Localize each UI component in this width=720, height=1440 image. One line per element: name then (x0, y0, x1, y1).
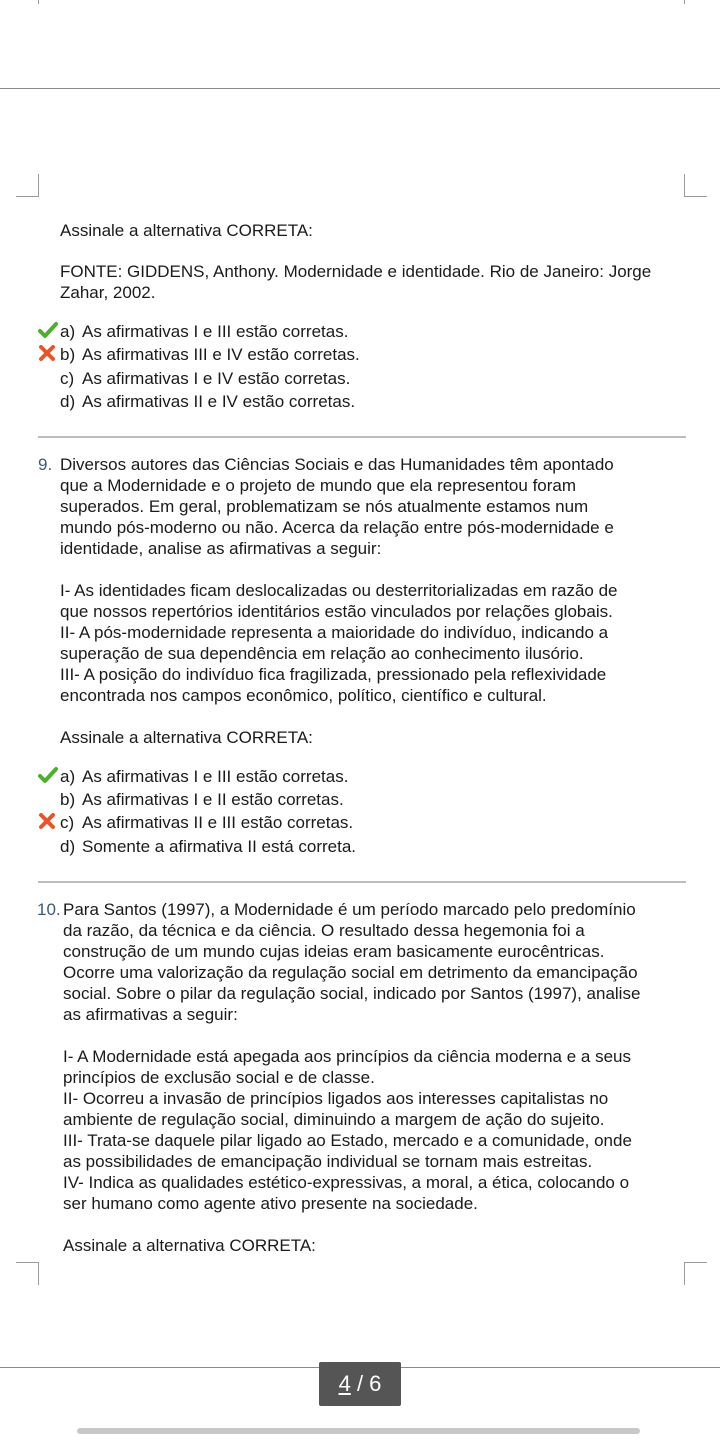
option-text: As afirmativas I e II estão corretas. (82, 790, 344, 809)
top-page-edge-right (684, 0, 685, 4)
option-text: As afirmativas I e III estão corretas. (82, 767, 349, 786)
question-8-source-line: FONTE: GIDDENS, Anthony. Modernidade e identidade. Rio de Janeiro: Jorge (60, 262, 652, 281)
option-letter: c) (60, 369, 75, 388)
option-text: As afirmativas II e III estão corretas. (82, 813, 354, 832)
question-9-text-line: superados. Em geral, problematizam se nós atualmente estamos num (60, 497, 589, 516)
page-indicator[interactable] (319, 1362, 401, 1406)
option-letter: d) (60, 392, 76, 411)
option-letter: c) (60, 813, 75, 832)
option-letter: b) (60, 790, 76, 809)
option-text: As afirmativas II e IV estão corretas. (82, 392, 356, 411)
option-text: As afirmativas III e IV estão corretas. (82, 345, 360, 364)
crop-mark-bottom-right (684, 1262, 707, 1285)
cross-icon (37, 811, 57, 831)
question-10-statement-line: III- Trata-se daquele pilar ligado ao Estado, mercado e a comunidade, onde (63, 1131, 632, 1150)
question-8-prompt: Assinale a alternativa CORRETA: (60, 221, 313, 240)
crop-mark-bottom-left (16, 1262, 39, 1285)
question-9-number: 9. (38, 455, 53, 474)
question-9-option-a (60, 766, 348, 787)
page-separator-top (0, 88, 720, 89)
question-9-text-line: Diversos autores das Ciências Sociais e das Humanidades têm apontado (60, 455, 614, 474)
question-9-prompt: Assinale a alternativa CORRETA: (60, 728, 313, 747)
question-9-text-line: que a Modernidade e o projeto de mundo que ela representou foram (60, 476, 577, 495)
option-text: Somente a afirmativa II está correta. (82, 837, 357, 856)
question-divider (38, 436, 686, 438)
total-pages: 6 (369, 1371, 382, 1396)
question-divider (38, 881, 686, 883)
question-10-statement-line: princípios de exclusão social e de classe. (63, 1068, 375, 1087)
question-9-statement-line: I- As identidades ficam deslocalizadas ou desterritorializadas em razão de (60, 581, 618, 600)
question-9-text-line: mundo pós-moderno ou não. Acerca da relação entre pós-modernidade e (60, 518, 614, 537)
question-10-number: 10. (37, 900, 61, 919)
option-letter: a) (60, 322, 76, 341)
question-9-option-d (60, 836, 356, 857)
option-letter: a) (60, 767, 76, 786)
question-10-prompt: Assinale a alternativa CORRETA: (63, 1236, 316, 1255)
question-10-statement-line: II- Ocorreu a invasão de princípios ligados aos interesses capitalistas no (63, 1089, 609, 1108)
top-page-edge-left (38, 0, 39, 4)
option-text: As afirmativas I e III estão corretas. (82, 322, 349, 341)
page-separator: / (350, 1371, 370, 1396)
question-10-statement-line: IV- Indica as qualidades estético-expressivas, a moral, a ética, colocando o (63, 1173, 630, 1192)
question-10-text-line: as afirmativas a seguir: (63, 1005, 238, 1024)
question-8-option-b (60, 344, 360, 365)
question-9-statement-line: III- A posição do indivíduo fica fragilizada, pressionado pela reflexividade (60, 665, 607, 684)
crop-mark-top-right (684, 174, 707, 197)
option-letter: d) (60, 837, 76, 856)
question-8-option-a (60, 321, 348, 342)
question-9-option-c (60, 812, 353, 833)
current-page: 4 (338, 1371, 351, 1396)
question-9-statement-line: que nossos repertórios identitários estão vinculados por relações globais. (60, 602, 613, 621)
check-icon (38, 320, 58, 340)
question-8-option-c (60, 368, 350, 389)
question-9-statement-line: superação de sua dependência em relação ao conhecimento ilusório. (60, 644, 584, 663)
question-9-option-b (60, 789, 344, 810)
question-8-option-d (60, 391, 355, 412)
question-8-source-line: Zahar, 2002. (60, 283, 156, 302)
question-9-statement-line: II- A pós-modernidade representa a maioridade do indivíduo, indicando a (60, 623, 609, 642)
question-10-text-line: da razão, da técnica e da ciência. O resultado dessa hegemonia foi a (63, 921, 585, 940)
crop-mark-top-left (16, 174, 39, 197)
question-10-statement-line: ambiente de regulação social, diminuindo a margem de ação do sujeito. (63, 1110, 605, 1129)
question-10-text-line: social. Sobre o pilar da regulação social, indicado por Santos (1997), analise (63, 984, 641, 1003)
question-9-text-line: identidade, analise as afirmativas a seguir: (60, 539, 382, 558)
option-letter: b) (60, 345, 76, 364)
horizontal-scrollbar[interactable] (77, 1428, 640, 1434)
question-10-text-line: construção de um mundo cujas ideias eram basicamente eurocêntricas. (63, 942, 605, 961)
question-10-text-line: Para Santos (1997), a Modernidade é um período marcado pelo predomínio (63, 900, 636, 919)
question-10-statement-line: ser humano como agente ativo presente na sociedade. (63, 1194, 478, 1213)
question-9-statement-line: encontrada nos campos econômico, político, científico e cultural. (60, 686, 547, 705)
check-icon (38, 765, 58, 785)
question-10-text-line: Ocorre uma valorização da regulação social em detrimento da emancipação (63, 963, 638, 982)
cross-icon (37, 343, 57, 363)
option-text: As afirmativas I e IV estão corretas. (82, 369, 351, 388)
question-10-statement-line: as possibilidades de emancipação individual se tornam mais estreitas. (63, 1152, 593, 1171)
question-10-statement-line: I- A Modernidade está apegada aos princípios da ciência moderna e a seus (63, 1047, 631, 1066)
